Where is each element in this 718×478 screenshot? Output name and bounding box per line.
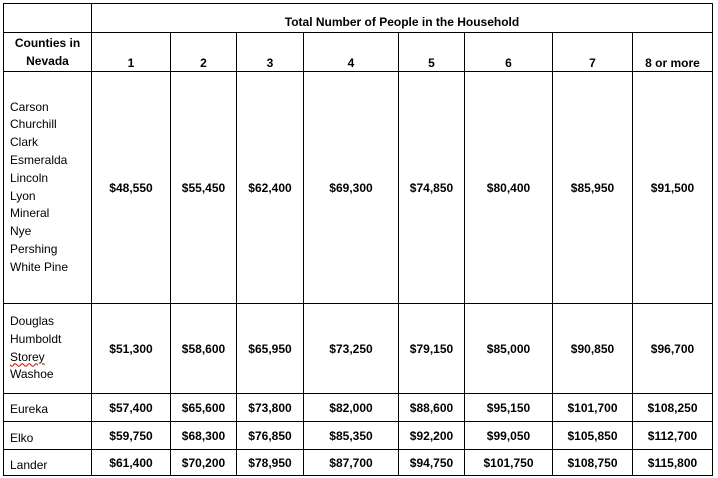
county-name: Pershing [10, 241, 58, 256]
county-name: Churchill [10, 117, 57, 132]
county-name: Clark [10, 135, 39, 150]
income-limit-cell: $94,750 [399, 450, 465, 476]
table-row [4, 304, 713, 394]
income-limit-cell: $99,050 [465, 422, 553, 450]
income-limit-cell: $112,700 [633, 422, 713, 450]
income-limit-cell: $61,400 [92, 450, 171, 476]
income-limit-cell: $85,350 [304, 422, 399, 450]
income-limit-cell: $73,250 [304, 304, 399, 394]
household-size-2: 2 [171, 33, 237, 72]
county-name: Lincoln [10, 170, 49, 185]
income-limit-cell: $85,000 [465, 304, 553, 394]
income-limit-cell: $59,750 [92, 422, 171, 450]
income-limit-cell: $70,200 [171, 450, 237, 476]
county-name: Nye [10, 224, 32, 239]
county-name: Storey [10, 349, 45, 364]
income-limit-cell: $55,450 [171, 72, 237, 304]
table-row [4, 72, 713, 304]
household-size-3: 3 [237, 33, 304, 72]
income-limit-cell: $58,600 [171, 304, 237, 394]
corner-cell [4, 4, 92, 33]
income-limit-cell: $80,400 [465, 72, 553, 304]
income-limit-cell: $57,400 [92, 394, 171, 422]
income-limit-cell: $62,400 [237, 72, 304, 304]
county-name: Douglas [10, 313, 55, 328]
county-list [4, 304, 92, 394]
income-limit-cell: $108,250 [633, 394, 713, 422]
household-size-header: Total Number of People in the Household [92, 4, 713, 33]
county-name: Lyon [10, 188, 36, 203]
income-limit-cell: $78,950 [237, 450, 304, 476]
income-limit-cell: $74,850 [399, 72, 465, 304]
income-limit-cell: $96,700 [633, 304, 713, 394]
income-limit-cell: $79,150 [399, 304, 465, 394]
income-limit-cell: $101,700 [553, 394, 633, 422]
income-limits-table [3, 3, 713, 476]
counties-column-header: Counties in Nevada [4, 33, 92, 72]
household-size-1: 1 [92, 33, 171, 72]
county-name: Esmeralda [10, 152, 68, 167]
income-limit-cell: $115,800 [633, 450, 713, 476]
county-name: Elko [4, 422, 92, 450]
county-name: Mineral [10, 206, 50, 221]
county-name: Lander [4, 450, 92, 476]
household-size-7: 7 [553, 33, 633, 72]
income-limit-cell: $108,750 [553, 450, 633, 476]
county-name: Humboldt [10, 331, 62, 346]
household-size-5: 5 [399, 33, 465, 72]
income-limit-cell: $65,950 [237, 304, 304, 394]
income-limit-cell: $82,000 [304, 394, 399, 422]
income-limit-cell: $73,800 [237, 394, 304, 422]
income-limit-cell: $68,300 [171, 422, 237, 450]
income-limit-cell: $85,950 [553, 72, 633, 304]
household-size-8-or-more: 8 or more [633, 33, 713, 72]
income-limit-cell: $48,550 [92, 72, 171, 304]
income-limit-cell: $91,500 [633, 72, 713, 304]
county-name: White Pine [10, 259, 69, 274]
county-name: Washoe [10, 367, 54, 382]
income-limit-cell: $69,300 [304, 72, 399, 304]
county-name: Eureka [4, 394, 92, 422]
table-row [4, 450, 713, 476]
income-limit-cell: $92,200 [399, 422, 465, 450]
table-row [4, 394, 713, 422]
county-list [4, 72, 92, 304]
income-limit-cell: $101,750 [465, 450, 553, 476]
income-limit-cell: $95,150 [465, 394, 553, 422]
household-size-6: 6 [465, 33, 553, 72]
household-size-4: 4 [304, 33, 399, 72]
county-name: Carson [10, 99, 49, 114]
income-limit-cell: $90,850 [553, 304, 633, 394]
table-row [4, 422, 713, 450]
income-limit-cell: $87,700 [304, 450, 399, 476]
income-limit-cell: $88,600 [399, 394, 465, 422]
income-limit-cell: $51,300 [92, 304, 171, 394]
income-limit-cell: $76,850 [237, 422, 304, 450]
income-limit-cell: $65,600 [171, 394, 237, 422]
income-limit-cell: $105,850 [553, 422, 633, 450]
